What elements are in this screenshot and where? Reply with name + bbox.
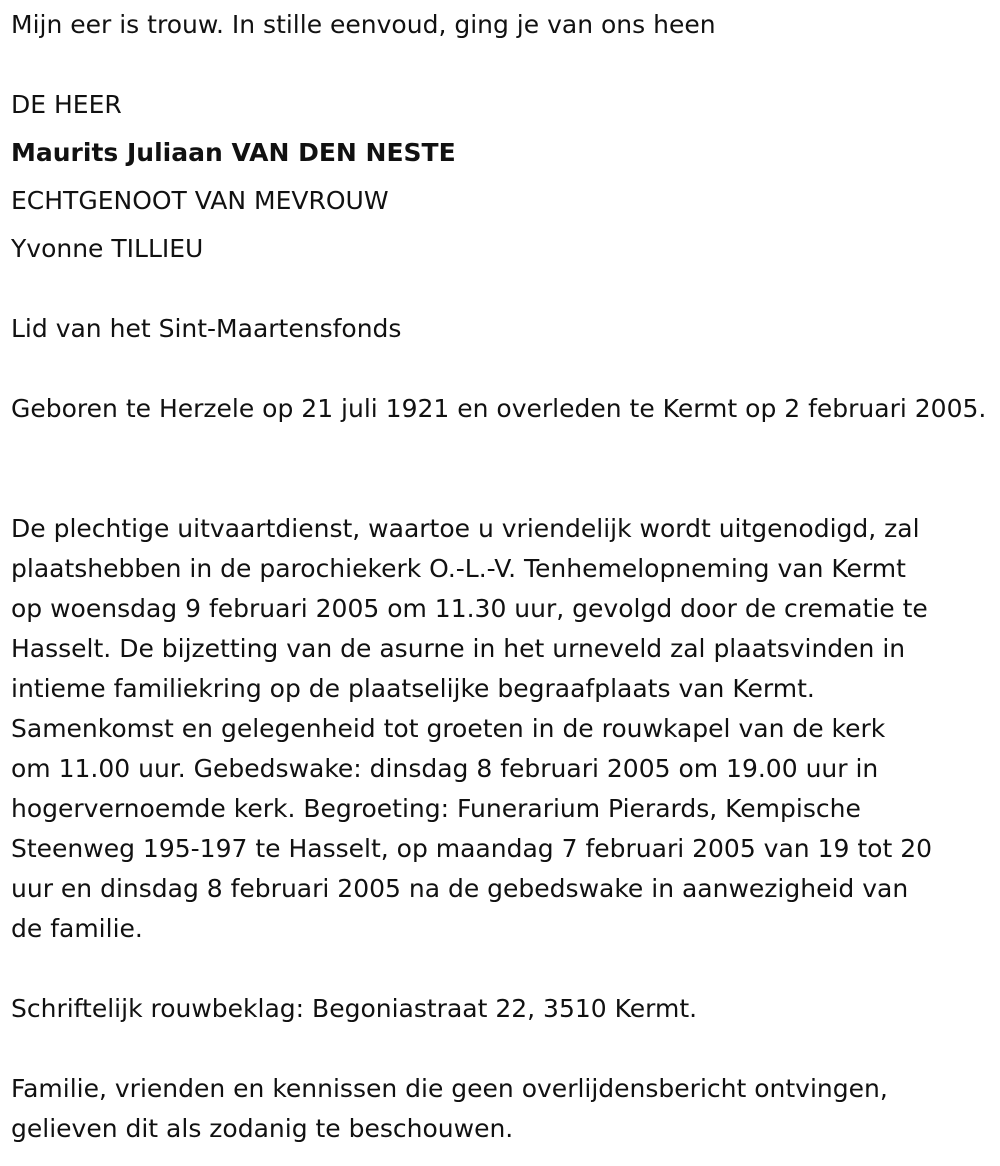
motto-line: Mijn eer is trouw. In stille eenvoud, ging je van ons heen — [11, 10, 716, 39]
condolence-address: Schriftelijk rouwbeklag: Begoniastraat 22, 3510 Kermt. — [11, 994, 698, 1023]
service-line: hogervernoemde kerk. Begroeting: Funerarium Pierards, Kempische — [11, 794, 861, 823]
birth-death-paragraph: Geboren te Herzele op 21 juli 1921 en overleden te Kermt op 2 februari 2005. — [11, 394, 987, 423]
service-line: Steenweg 195-197 te Hasselt, op maandag 7 februari 2005 van 19 tot 20 — [11, 834, 933, 863]
spouse-name: Yvonne TILLIEU — [11, 234, 204, 263]
service-line: plaatshebben in de parochiekerk O.-L.-V. Tenhemelopneming van Kermt — [11, 554, 906, 583]
funeral-service-paragraph — [11, 509, 986, 949]
honorific-title: DE HEER — [11, 90, 122, 119]
service-line: intieme familiekring op de plaatselijke begraafplaats van Kermt. — [11, 674, 815, 703]
service-line: op woensdag 9 februari 2005 om 11.30 uur, gevolgd door de crematie te — [11, 594, 928, 623]
family-notice-line: gelieven dit als zodanig te beschouwen. — [11, 1114, 514, 1143]
spouse-label: ECHTGENOOT VAN MEVROUW — [11, 186, 389, 215]
service-line: de familie. — [11, 914, 143, 943]
service-line: Samenkomst en gelegenheid tot groeten in de rouwkapel van de kerk — [11, 714, 886, 743]
deceased-name: Maurits Juliaan VAN DEN NESTE — [11, 138, 456, 167]
family-notice-paragraph — [11, 1069, 986, 1149]
service-line: om 11.00 uur. Gebedswake: dinsdag 8 februari 2005 om 19.00 uur in — [11, 754, 879, 783]
service-line: uur en dinsdag 8 februari 2005 na de gebedswake in aanwezigheid van — [11, 874, 909, 903]
service-line: Hasselt. De bijzetting van de asurne in het urneveld zal plaatsvinden in — [11, 634, 906, 663]
service-line: De plechtige uitvaartdienst, waartoe u vriendelijk wordt uitgenodigd, zal — [11, 514, 920, 543]
membership-line: Lid van het Sint-Maartensfonds — [11, 314, 402, 343]
family-notice-line: Familie, vrienden en kennissen die geen overlijdensbericht ontvingen, — [11, 1074, 888, 1103]
